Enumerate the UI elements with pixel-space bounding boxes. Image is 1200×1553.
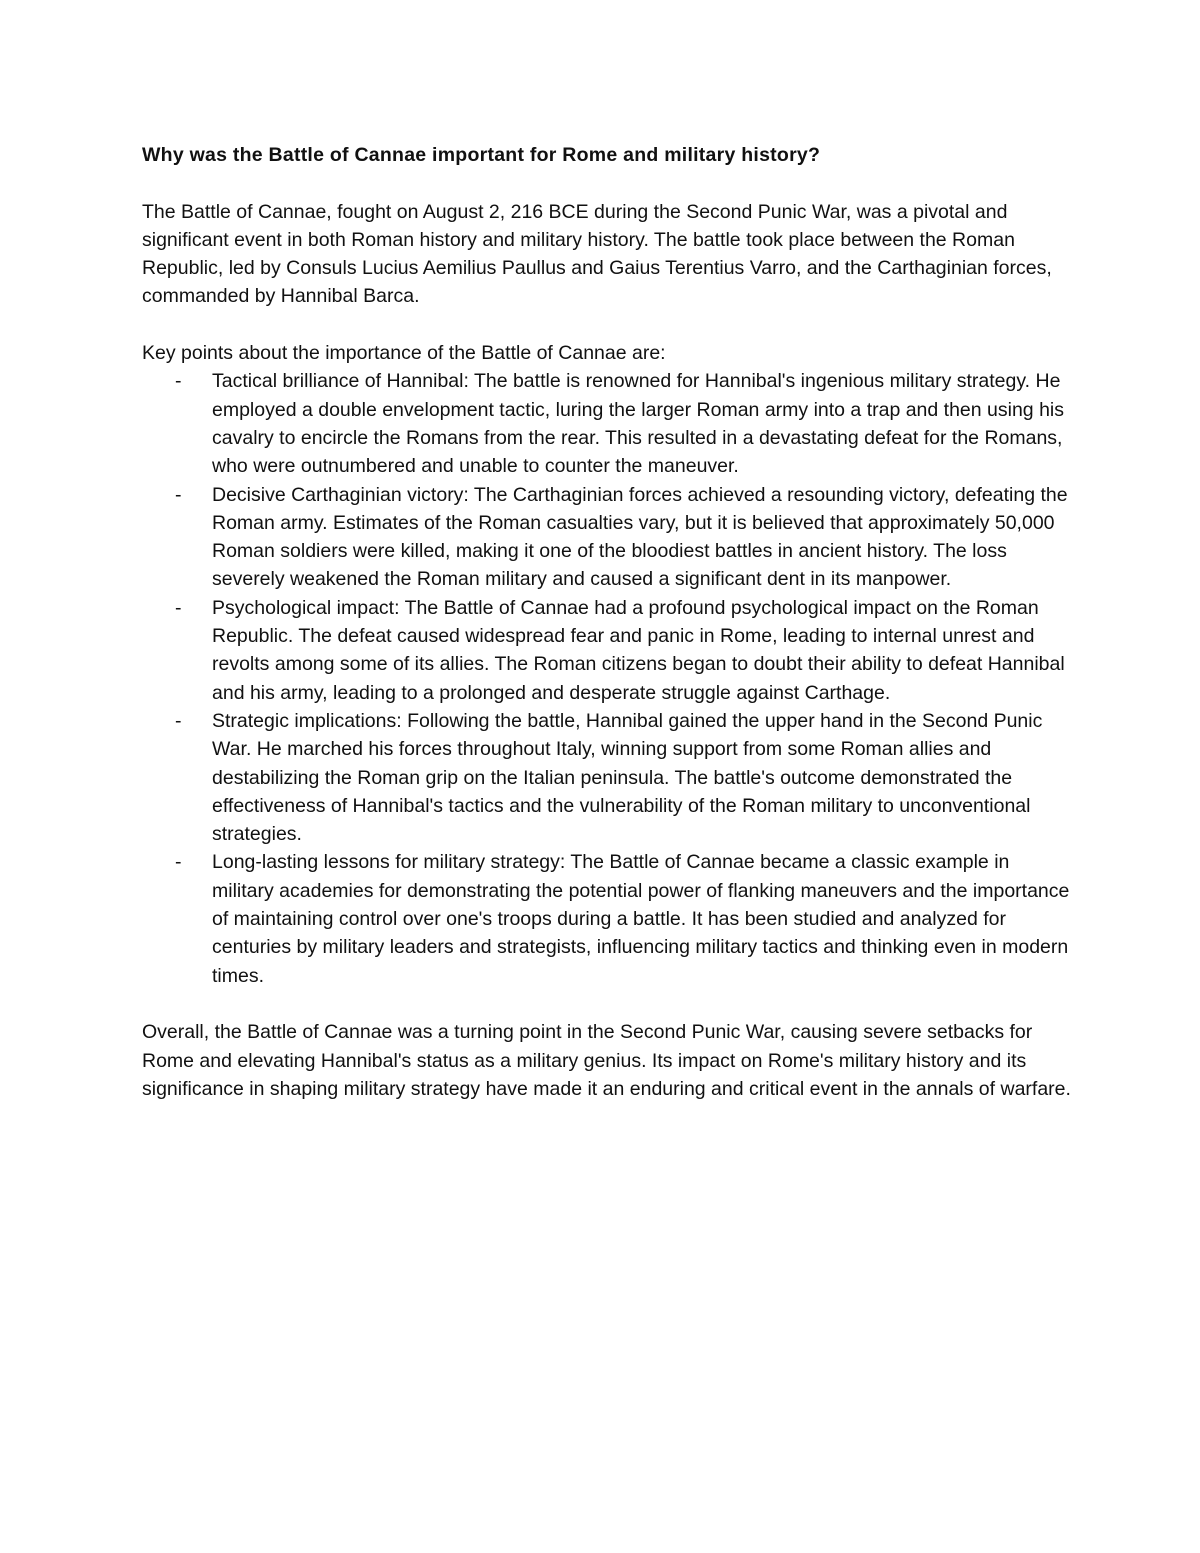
bullet-dash: - bbox=[175, 709, 182, 732]
list-item-text: Psychological impact: The Battle of Cannae had a profound psychological impact on the Roman Republic. The defeat caused widespread fear and panic in Rome, leading to internal unrest and revolts among some of its allies. The Roman citizens began to doubt their ability to defeat Hannibal and his army, leading to a prolonged and desperate struggle against Carthage. bbox=[212, 596, 1065, 704]
spacer bbox=[142, 990, 1072, 1018]
document-body bbox=[142, 141, 1072, 1103]
list-item-text: Tactical brilliance of Hannibal: The battle is renowned for Hannibal's ingenious military strategy. He employed a double envelopment tactic, luring the larger Roman army into a trap and then using his cavalry to encircle the Romans from the rear. This resulted in a devastating defeat for the Romans, who were outnumbered and unable to counter the maneuver. bbox=[212, 370, 1064, 478]
list-item bbox=[142, 594, 1072, 707]
key-points-heading: Key points about the importance of the Battle of Cannae are: bbox=[142, 342, 666, 365]
key-points-list bbox=[142, 367, 1072, 990]
list-item bbox=[142, 367, 1072, 480]
list-item bbox=[142, 481, 1072, 594]
list-item bbox=[142, 707, 1072, 848]
intro-paragraph: The Battle of Cannae, fought on August 2, 216 BCE during the Second Punic War, was a pivotal and significant event in both Roman history and military history. The battle took place between the Roman Republic, led by Consuls Lucius Aemilius Paullus and Gaius Terentius Varro, and the Carthaginian forces, commanded by Hannibal Barca. bbox=[142, 200, 1052, 308]
document-title: Why was the Battle of Cannae important for Rome and military history? bbox=[142, 144, 821, 166]
conclusion-paragraph: Overall, the Battle of Cannae was a turning point in the Second Punic War, causing severe setbacks for Rome and elevating Hannibal's status as a military genius. Its impact on Rome's military history and its significance in shaping military strategy have made it an enduring and critical event in the annals of warfare. bbox=[142, 1021, 1071, 1100]
bullet-dash: - bbox=[175, 370, 182, 393]
spacer bbox=[142, 311, 1072, 339]
list-item-text: Strategic implications: Following the battle, Hannibal gained the upper hand in the Second Punic War. He marched his forces throughout Italy, winning support from some Roman allies and destabilizing the Roman grip on the Italian peninsula. The battle's outcome demonstrated the effectiveness of Hannibal's tactics and the vulnerability of the Roman military to unconventional strategies. bbox=[212, 709, 1043, 846]
list-item-text: Long-lasting lessons for military strategy: The Battle of Cannae became a classic example in military academies for demonstrating the potential power of flanking maneuvers and the importance of maintaining control over one's troops during a battle. It has been studied and analyzed for centuries by military leaders and strategists, influencing military tactics and thinking even in modern times. bbox=[212, 851, 1070, 987]
list-item-text: Decisive Carthaginian victory: The Carthaginian forces achieved a resounding victory, defeating the Roman army. Estimates of the Roman casualties vary, but it is believed that approximately 50,000 Roman soldiers were killed, making it one of the bloodiest battles in ancient history. The loss severely weakened the Roman military and caused a significant dent in its manpower. bbox=[212, 483, 1068, 591]
bullet-dash: - bbox=[175, 596, 182, 619]
bullet-dash: - bbox=[175, 851, 182, 874]
list-item bbox=[142, 848, 1072, 989]
spacer bbox=[142, 169, 1072, 197]
bullet-dash: - bbox=[175, 483, 182, 506]
